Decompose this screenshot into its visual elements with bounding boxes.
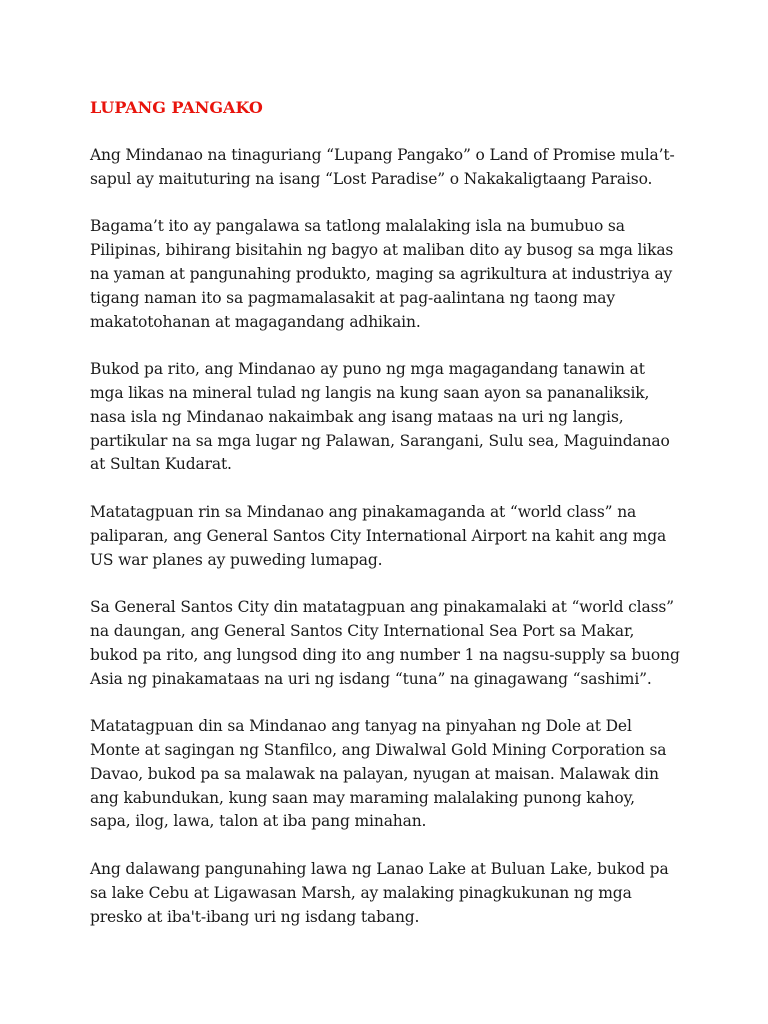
paragraph-6: Matatagpuan din sa Mindanao ang tanyag na pinyahan ng Dole at Del Monte at sagingan ng Stanfilco, ang Diwalwal Gold Mining Corporation sa Davao, bukod pa sa malawak na palayan, nyugan at maisan. Malawak din ang kabundukan, kung saan may maraming malalaking punong kahoy, sapa, ilog, lawa, talon at iba pang minahan.	[90, 717, 667, 831]
paragraph-4: Matatagpuan rin sa Mindanao ang pinakamaganda at “world class” na paliparan, ang General Santos City International Airport na kahit ang mga US war planes ay puweding lumapag.	[90, 502, 667, 569]
paragraph-1: Ang Mindanao na tinaguriang “Lupang Pangako” o Land of Promise mula’t-sapul ay maituturing na isang “Lost Paradise” o Nakakaligtaang Paraiso.	[90, 146, 675, 188]
paragraph-3: Bukod pa rito, ang Mindanao ay puno ng mga magagandang tanawin at mga likas na mineral tulad ng langis na kung saan ayon sa pananaliksik, nasa isla ng Mindanao nakaimbak ang isang mataas na uri ng langis, partikular na sa mga lugar ng Palawan, Sarangani, Sulu sea, Maguindanao at Sultan Kudarat.	[90, 360, 670, 474]
document-page	[90, 96, 680, 953]
paragraph-5: Sa General Santos City din matatagpuan ang pinakamalaki at “world class” na daungan, ang General Santos City International Sea Port sa Makar, bukod pa rito, ang lungsod ding ito ang number 1 na nagsu-supply sa buong Asia ng pinakamataas na uri ng isdang “tuna” na ginagawang “sashimi”.	[90, 598, 680, 688]
paragraph-2: Bagama’t ito ay pangalawa sa tatlong malalaking isla na bumubuo sa Pilipinas, bihirang bisitahin ng bagyo at maliban dito ay busog sa mga likas na yaman at pangunahing produkto, maging sa agrikultura at industriya ay tigang naman ito sa pagmamalasakit at pag-aalintana ng taong may makatotohanan at magagandang adhikain.	[90, 217, 674, 331]
document-title: LUPANG PANGAKO	[90, 98, 263, 117]
paragraph-7: Ang dalawang pangunahing lawa ng Lanao Lake at Buluan Lake, bukod pa sa lake Cebu at Ligawasan Marsh, ay malaking pinagkukunan ng mga presko at iba't-ibang uri ng isdang tabang.	[90, 859, 669, 926]
